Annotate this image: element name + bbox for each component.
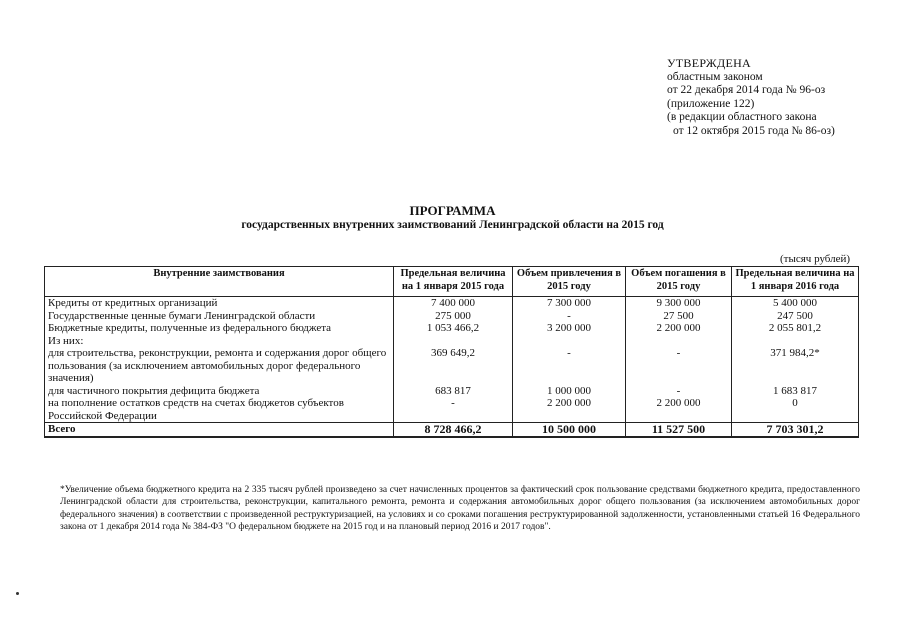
table-cell: 7 400 000 — [394, 297, 513, 310]
table-cell — [394, 335, 513, 348]
approval-line: от 22 декабря 2014 года № 96-оз — [667, 84, 826, 96]
table-row — [45, 385, 859, 398]
approval-line: от 12 октября 2015 года № 86-оз) — [673, 124, 835, 137]
approval-line: областным законом — [667, 70, 763, 83]
table-cell: 2 200 000 — [626, 397, 732, 423]
column-header: Предельная величина на 1 января 2015 года — [394, 267, 513, 297]
table-cell — [513, 335, 626, 348]
table-cell: 275 000 — [394, 310, 513, 323]
table-cell: 371 984,2* — [732, 347, 859, 385]
table-cell: 2 200 000 — [626, 322, 732, 335]
column-header: Объем погашения в 2015 году — [626, 267, 732, 297]
total-label: Всего — [45, 423, 394, 437]
column-header: Внутренние заимствования — [45, 267, 394, 297]
column-header: Предельная величина на 1 января 2016 года — [732, 267, 859, 297]
column-header: Объем привлечения в 2015 году — [513, 267, 626, 297]
row-label: Из них: — [45, 335, 394, 348]
table-cell: - — [513, 310, 626, 323]
table-cell: 247 500 — [732, 310, 859, 323]
row-label: для частичного покрытия дефицита бюджета — [45, 385, 394, 398]
table-cell — [732, 335, 859, 348]
row-label: для строительства, реконструкции, ремонта и содержания дорог общего пользования (за исключением автомобильных дорог федерального значения) — [45, 347, 394, 385]
table-row — [45, 397, 859, 423]
table-cell: 1 000 000 — [513, 385, 626, 398]
table-cell: 1 683 817 — [732, 385, 859, 398]
table-cell: 3 200 000 — [513, 322, 626, 335]
table-cell: 9 300 000 — [626, 297, 732, 310]
table-cell: 2 200 000 — [513, 397, 626, 423]
table-cell: 0 — [732, 397, 859, 423]
table-row — [45, 335, 859, 348]
total-cell: 7 703 301,2 — [732, 423, 859, 437]
row-label: Кредиты от кредитных организаций — [45, 297, 394, 310]
total-cell: 10 500 000 — [513, 423, 626, 437]
table-cell: 7 300 000 — [513, 297, 626, 310]
table-row — [45, 322, 859, 335]
document-subtitle: государственных внутренних заимствований Ленинградской области на 2015 год — [241, 219, 664, 231]
table-cell: 5 400 000 — [732, 297, 859, 310]
approval-header: УТВЕРЖДЕНА — [667, 56, 752, 70]
row-label: на пополнение остатков средств на счетах бюджетов субъектов Российской Федерации — [45, 397, 394, 423]
table-cell: 369 649,2 — [394, 347, 513, 385]
total-cell: 11 527 500 — [626, 423, 732, 437]
total-cell: 8 728 466,2 — [394, 423, 513, 437]
table-row — [45, 347, 859, 385]
document-title: ПРОГРАММА — [409, 203, 496, 218]
table-cell: - — [513, 347, 626, 385]
table-row — [45, 297, 859, 310]
borrowing-program-table — [44, 266, 859, 438]
row-label: Государственные ценные бумаги Ленинградской области — [45, 310, 394, 323]
table-cell: - — [626, 347, 732, 385]
table-cell: 1 053 466,2 — [394, 322, 513, 335]
table-cell: - — [394, 397, 513, 423]
scan-mark — [16, 592, 19, 595]
table-total-row — [45, 423, 859, 437]
row-label: Бюджетные кредиты, полученные из федерального бюджета — [45, 322, 394, 335]
approval-line: (приложение 122) — [667, 97, 755, 110]
approval-block — [667, 57, 835, 138]
table-cell: 27 500 — [626, 310, 732, 323]
table-header-row — [45, 267, 859, 297]
table-cell — [626, 335, 732, 348]
units-label: (тысяч рублей) — [780, 253, 851, 265]
table-cell: 683 817 — [394, 385, 513, 398]
table-cell: 2 055 801,2 — [732, 322, 859, 335]
approval-line: (в редакции областного закона — [667, 111, 817, 123]
footnote: *Увеличение объема бюджетного кредита на 2 335 тысяч рублей произведено за счет начисленных процентов за фактический срок пользование средствами бюджетного кредита, предоставленного Ленинградской области для строительства, реконструкции, капитального ремонта, ремонта и содержания автомобильных дорог общего пользования (за исключением автомобильных дорог федерального значения) в соответствии с произведенной реструктуризацией, на условиях и со сроками погашения реструктурированной задолженности, установленными статьей 16 Федерального закона от 1 декабря 2014 года № 384-ФЗ "О федеральном бюджете на 2015 год и на плановый период 2016 и 2017 годов". — [60, 485, 860, 532]
table-row — [45, 310, 859, 323]
table-cell: - — [626, 385, 732, 398]
